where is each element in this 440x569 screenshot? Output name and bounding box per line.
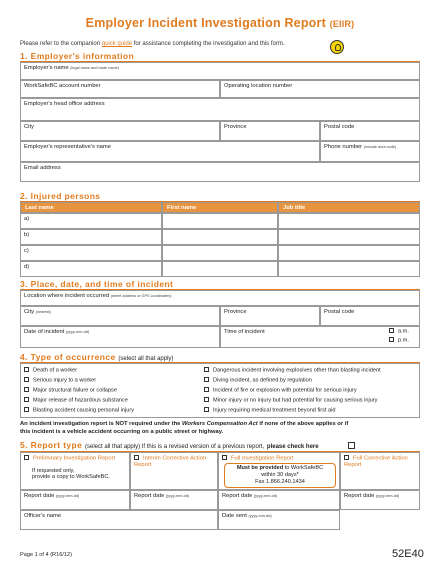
job-title-cell[interactable] bbox=[278, 261, 420, 277]
checkbox-icon bbox=[24, 407, 29, 412]
table-row[interactable]: a) bbox=[20, 213, 162, 229]
occurrence-death-checkbox[interactable]: Death of a worker bbox=[24, 367, 77, 374]
postal-code-field[interactable]: Postal code bbox=[320, 121, 420, 141]
operating-location-field[interactable]: Operating location number bbox=[220, 80, 420, 98]
full-corrective-report-box[interactable]: Full Corrective Action Report bbox=[340, 452, 420, 490]
occurrence-note-line-1: An incident investigation report is NOT required under the Workers Compensation Act if none of the above applies or if bbox=[20, 421, 349, 427]
page-title bbox=[0, 16, 440, 30]
job-title-cell[interactable] bbox=[278, 229, 420, 245]
checkbox-icon bbox=[24, 455, 29, 460]
pm-checkbox[interactable]: p.m. bbox=[389, 337, 409, 344]
incident-location-field[interactable]: Location where incident occurred (street address or GPS coordinates) bbox=[20, 290, 420, 306]
email-field[interactable]: Email address bbox=[20, 162, 420, 182]
checkbox-icon bbox=[389, 328, 394, 333]
incident-postal-code-field[interactable]: Postal code bbox=[320, 306, 420, 326]
section-2-title: 2. Injured persons bbox=[20, 191, 101, 201]
form-number: 52E40 bbox=[392, 548, 424, 560]
column-header-last-name: Last name bbox=[20, 202, 162, 213]
intro-text: Please refer to the companion quick guide for assistance completing the investigation and this form. bbox=[20, 41, 285, 47]
quick-guide-link[interactable]: quick guide bbox=[101, 41, 133, 47]
city-field[interactable]: City bbox=[20, 121, 220, 141]
checkbox-icon bbox=[204, 407, 209, 412]
checkbox-icon bbox=[344, 455, 349, 460]
occurrence-explosives-checkbox[interactable]: Dangerous incident involving explosives other than blasting incident bbox=[204, 367, 381, 374]
occurrence-hazardous-release-checkbox[interactable]: Major release of hazardous substance bbox=[24, 397, 128, 404]
checkbox-icon bbox=[389, 337, 394, 342]
column-header-first-name: First name bbox=[162, 202, 278, 213]
lightbulb-icon[interactable] bbox=[330, 40, 344, 54]
occurrence-serious-injury-checkbox[interactable]: Serious injury to a worker bbox=[24, 377, 96, 384]
full-report-date-field[interactable]: Report date (yyyy-mm-dd) bbox=[218, 490, 340, 510]
checkbox-icon bbox=[24, 367, 29, 372]
occurrence-blasting-checkbox[interactable]: Blasting accident causing personal injury bbox=[24, 407, 134, 414]
date-sent-field[interactable]: Date sent (yyyy-mm-dd) bbox=[218, 510, 340, 530]
revised-version-checkbox[interactable] bbox=[348, 442, 355, 449]
table-row[interactable]: d) bbox=[20, 261, 162, 277]
checkbox-icon bbox=[24, 397, 29, 402]
checkbox-icon bbox=[204, 367, 209, 372]
account-number-field[interactable]: WorkSafeBC account number bbox=[20, 80, 220, 98]
am-checkbox[interactable]: a.m. bbox=[389, 328, 409, 335]
table-row[interactable]: c) bbox=[20, 245, 162, 261]
title-text: Employer Incident Investigation Report bbox=[85, 16, 326, 30]
incident-city-field[interactable]: City (nearest) bbox=[20, 306, 220, 326]
section-3-title: 3. Place, date, and time of incident bbox=[20, 279, 174, 289]
section-4-title: 4. Type of occurrence (select all that apply) bbox=[20, 352, 174, 362]
employer-name-field[interactable]: Employer's name (legal name and trade name) bbox=[20, 62, 420, 80]
checkbox-icon bbox=[222, 455, 227, 460]
incident-province-field[interactable]: Province bbox=[220, 306, 320, 326]
province-field[interactable]: Province bbox=[220, 121, 320, 141]
occurrence-diving-checkbox[interactable]: Diving incident, as defined by regulation bbox=[204, 377, 312, 384]
checkbox-icon bbox=[24, 387, 29, 392]
column-header-job-title: Job title bbox=[278, 202, 420, 213]
checkbox-icon bbox=[204, 377, 209, 382]
title-code: (EIIR) bbox=[329, 19, 355, 29]
interim-report-date-field[interactable]: Report date (yyyy-mm-dd) bbox=[130, 490, 218, 510]
preliminary-report-box[interactable]: Preliminary Investigation Report If requested only, provide a copy to WorkSafeBC. bbox=[20, 452, 130, 490]
rep-name-field[interactable]: Employer's representative's name bbox=[20, 141, 320, 162]
incident-date-field[interactable]: Date of incident (yyyy-mm-dd) bbox=[20, 326, 220, 348]
table-row[interactable]: b) bbox=[20, 229, 162, 245]
head-office-field[interactable]: Employer's head office address bbox=[20, 98, 420, 121]
job-title-cell[interactable] bbox=[278, 213, 420, 229]
full-corrective-report-date-field[interactable]: Report date (yyyy-mm-dd) bbox=[340, 490, 420, 510]
page-number: Page 1 of 4 (R16/12) bbox=[20, 552, 72, 558]
occurrence-minor-injury-checkbox[interactable]: Minor injury or no injury but had potential for causing serious injury bbox=[204, 397, 377, 404]
occurrence-structural-failure-checkbox[interactable]: Major structural failure or collapse bbox=[24, 387, 117, 394]
checkbox-icon bbox=[204, 387, 209, 392]
checkbox-icon bbox=[204, 397, 209, 402]
first-name-cell[interactable] bbox=[162, 261, 278, 277]
section-1-title: 1. Employer's information bbox=[20, 51, 135, 61]
must-provide-callout: Must be provided to WorkSafeBC within 30 days* Fax 1.866.240.1434 bbox=[224, 463, 336, 488]
first-name-cell[interactable] bbox=[162, 245, 278, 261]
checkbox-icon bbox=[24, 377, 29, 382]
occurrence-note-line-2: this incident is a vehicle accident occurring on a public street or highway. bbox=[20, 429, 224, 435]
occurrence-medical-treatment-checkbox[interactable]: Injury requiring medical treatment beyond first aid bbox=[204, 407, 336, 414]
full-report-box[interactable]: Full Investigation Report bbox=[218, 452, 340, 490]
incident-time-field[interactable]: Time of incident bbox=[220, 326, 420, 348]
phone-field[interactable]: Phone number (include area code) bbox=[320, 141, 420, 162]
officer-name-field[interactable]: Officer's name bbox=[20, 510, 218, 530]
checkbox-icon bbox=[134, 455, 139, 460]
preliminary-report-date-field[interactable]: Report date (yyyy-mm-dd) bbox=[20, 490, 130, 510]
first-name-cell[interactable] bbox=[162, 213, 278, 229]
section-5-title: 5. Report type (select all that apply) If this is a revised version of a previous report, please check here bbox=[20, 440, 319, 450]
job-title-cell[interactable] bbox=[278, 245, 420, 261]
occurrence-fire-checkbox[interactable]: Incident of fire or explosion with potential for serious injury bbox=[204, 387, 357, 394]
first-name-cell[interactable] bbox=[162, 229, 278, 245]
interim-report-box[interactable]: Interim Corrective Action Report bbox=[130, 452, 218, 490]
